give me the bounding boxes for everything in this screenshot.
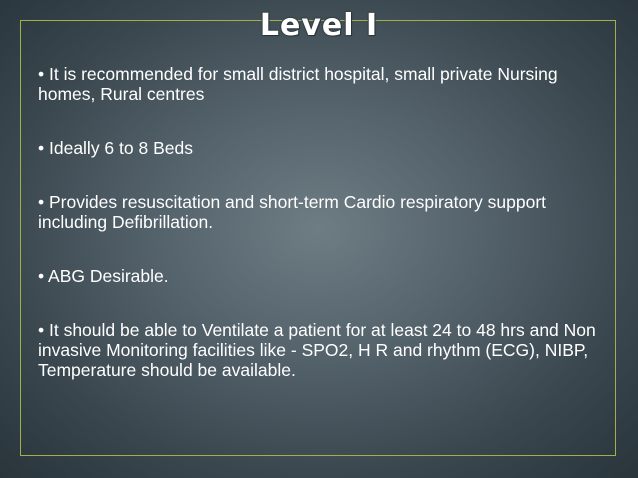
bullet-item-recommended-for: • It is recommended for small district hospital, small private Nursing homes, Rural centres [38, 64, 558, 104]
bullet-item-ventilate: • It should be able to Ventilate a patient for at least 24 to 48 hrs and Non invasive Monitoring facilities like - SPO2, H R and rhythm (ECG), NIBP, Temperature should be available. [38, 320, 596, 380]
bullet-list [38, 64, 608, 414]
bullet-item-beds: • Ideally 6 to 8 Beds [38, 138, 193, 158]
bullet-item-abg: • ABG Desirable. [38, 266, 169, 286]
bullet-item-resuscitation: • Provides resuscitation and short-term Cardio respiratory support including Defibrillation. [38, 192, 547, 232]
slide-title: Level I [259, 8, 379, 43]
